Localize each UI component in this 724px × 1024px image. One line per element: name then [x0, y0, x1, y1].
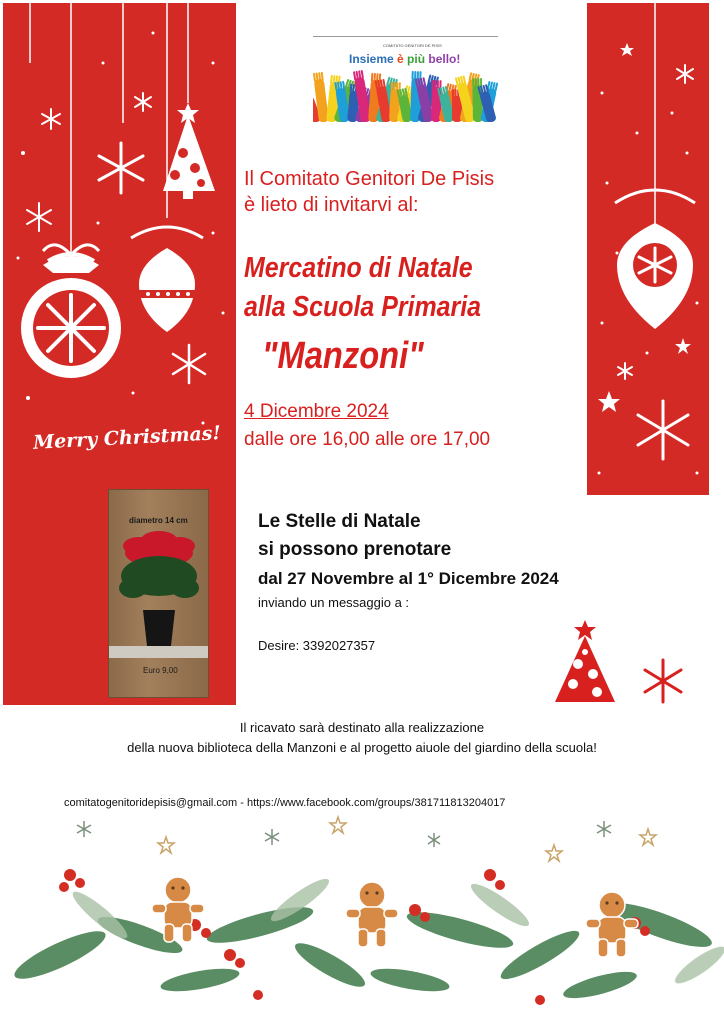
- footer-contacts: comitatogenitoridepisis@gmail.com - https://www.facebook.com/groups/381711813204017: [64, 797, 506, 809]
- ornaments-illustration: [587, 3, 709, 495]
- merry-christmas-text: Merry Christmas!: [32, 422, 222, 454]
- bauble-icon: [131, 227, 203, 332]
- star-icon: [598, 43, 691, 412]
- proceeds-line-1: Il ricavato sarà destinato alla realizzazione: [239, 720, 485, 735]
- raised-hands-icon: [313, 68, 498, 122]
- invite-line-1: Il Comitato Genitori De Pisis: [244, 168, 495, 190]
- booking-instructions: inviando un messaggio a :: [258, 595, 410, 610]
- plant-diameter-label: diametro 14 cm: [129, 516, 188, 525]
- bauble-icon: [21, 245, 121, 378]
- christmas-tree-icon: [555, 620, 615, 702]
- logo-motto-word: Insieme: [349, 52, 398, 66]
- star-icon: [158, 817, 656, 861]
- tree-ornament-icon: [163, 103, 215, 199]
- snowflake-icon: [99, 143, 143, 193]
- logo-org-name: COMITATO GENITORI DE PISIS: [383, 43, 442, 48]
- right-decorative-panel: [587, 3, 709, 495]
- market-title-line-2: alla Scuola Primaria: [244, 291, 482, 323]
- plant-price: Euro 9,00: [143, 666, 178, 675]
- school-name: "Manzoni": [262, 335, 424, 377]
- poinsettia-icon: [109, 528, 208, 658]
- logo-motto-word: bello!: [428, 52, 461, 66]
- invite-line-2: è lieto di invitarvi al:: [244, 194, 419, 216]
- market-title-line-1: Mercatino di Natale: [244, 252, 473, 284]
- snowflake-icon: [638, 401, 688, 459]
- logo-motto-word: è: [397, 52, 408, 66]
- gingerbread-garland-illustration: [0, 815, 724, 1020]
- snowflake-icon: [173, 345, 205, 383]
- christmas-decor: [545, 616, 695, 708]
- booking-period: dal 27 Novembre al 1° Dicembre 2024: [258, 569, 559, 588]
- committee-logo: [313, 36, 498, 122]
- poinsettia-heading-2: si possono prenotare: [258, 539, 452, 560]
- logo-motto-word: più: [407, 52, 429, 66]
- snowflake-icon: [645, 660, 681, 702]
- event-time: dalle ore 16,00 alle ore 17,00: [244, 429, 491, 450]
- event-date: 4 Dicembre 2024: [244, 401, 389, 422]
- poinsettia-photo: [108, 489, 209, 698]
- poinsettia-heading-1: Le Stelle di Natale: [258, 511, 421, 532]
- proceeds-line-2: della nuova biblioteca della Manzoni e al progetto aiuole del giardino della scuola!: [127, 740, 597, 755]
- logo-motto: [349, 52, 460, 66]
- booking-contact: Desire: 3392027357: [258, 638, 376, 653]
